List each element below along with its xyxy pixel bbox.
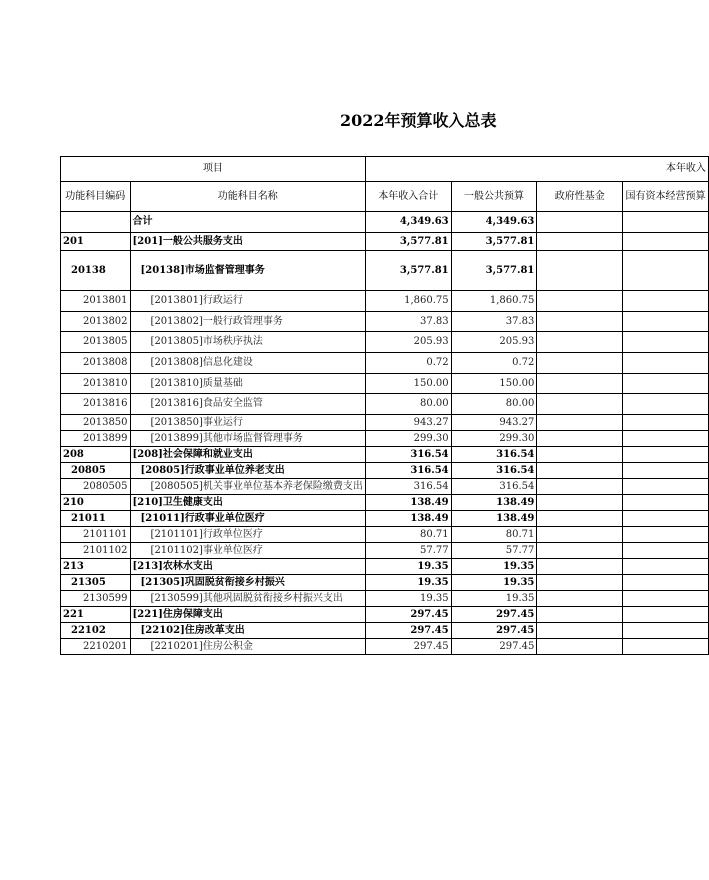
- row-fund: [537, 575, 623, 591]
- row-fund: [537, 447, 623, 463]
- row-name: [2013899]其他市场监督管理事务: [130, 431, 365, 447]
- row-name: [20138]市场监督管理事务: [130, 251, 365, 291]
- row-name: [2210201]住房公积金: [130, 639, 365, 655]
- header-state: 国有资本经营预算: [623, 182, 709, 212]
- total-row: [61, 212, 709, 233]
- row-fund: [537, 353, 623, 374]
- row-state: [623, 527, 709, 543]
- row-fund: [537, 607, 623, 623]
- table-row: [61, 431, 709, 447]
- header-general: 一般公共预算: [451, 182, 537, 212]
- row-code: 2013816: [61, 394, 131, 415]
- row-total: 297.45: [365, 623, 451, 639]
- table-row: [61, 527, 709, 543]
- row-name: [221]住房保障支出: [130, 607, 365, 623]
- row-state: [623, 511, 709, 527]
- budget-table: [60, 156, 709, 655]
- table-row: [61, 495, 709, 511]
- row-code: 2013802: [61, 312, 131, 332]
- row-general: 316.54: [451, 447, 537, 463]
- row-general: 3,577.81: [451, 251, 537, 291]
- row-general: 57.77: [451, 543, 537, 559]
- row-total: 316.54: [365, 479, 451, 495]
- row-name: [213]农林水支出: [130, 559, 365, 575]
- row-total: 138.49: [365, 511, 451, 527]
- row-state: [623, 639, 709, 655]
- row-state: [623, 332, 709, 353]
- row-state: [623, 251, 709, 291]
- row-state: [623, 623, 709, 639]
- row-name: [21011]行政事业单位医疗: [130, 511, 365, 527]
- row-fund: [537, 374, 623, 394]
- row-total: 57.77: [365, 543, 451, 559]
- row-state: [623, 479, 709, 495]
- row-code: 2013850: [61, 415, 131, 431]
- row-state: [623, 353, 709, 374]
- row-fund: [537, 639, 623, 655]
- row-total: 150.00: [365, 374, 451, 394]
- row-state: [623, 415, 709, 431]
- row-code: 2013810: [61, 374, 131, 394]
- row-general: 19.35: [451, 559, 537, 575]
- row-general: 297.45: [451, 607, 537, 623]
- row-name: [2013801]行政运行: [130, 291, 365, 312]
- row-state: [623, 591, 709, 607]
- row-fund: [537, 591, 623, 607]
- row-fund: [537, 463, 623, 479]
- row-fund: [537, 415, 623, 431]
- table-row: [61, 639, 709, 655]
- row-fund: [537, 495, 623, 511]
- total-total: 4,349.63: [365, 212, 451, 233]
- row-name: [21305]巩固脱贫衔接乡村振兴: [130, 575, 365, 591]
- row-code: 2013808: [61, 353, 131, 374]
- row-fund: [537, 394, 623, 415]
- row-total: 297.45: [365, 607, 451, 623]
- row-general: 297.45: [451, 623, 537, 639]
- row-total: 19.35: [365, 591, 451, 607]
- row-state: [623, 431, 709, 447]
- row-total: 943.27: [365, 415, 451, 431]
- table-row: [61, 559, 709, 575]
- table-row: [61, 511, 709, 527]
- table-row: [61, 415, 709, 431]
- row-total: 19.35: [365, 575, 451, 591]
- header-col-row: [61, 182, 709, 212]
- table-row: [61, 447, 709, 463]
- row-code: 20138: [61, 251, 131, 291]
- row-name: [20805]行政事业单位养老支出: [130, 463, 365, 479]
- row-state: [623, 374, 709, 394]
- row-general: 316.54: [451, 479, 537, 495]
- row-code: 2101102: [61, 543, 131, 559]
- row-total: 316.54: [365, 463, 451, 479]
- table-row: [61, 591, 709, 607]
- row-fund: [537, 511, 623, 527]
- row-code: 21305: [61, 575, 131, 591]
- row-total: 1,860.75: [365, 291, 451, 312]
- table-row: [61, 575, 709, 591]
- row-state: [623, 233, 709, 251]
- row-general: 316.54: [451, 463, 537, 479]
- row-code: 210: [61, 495, 131, 511]
- row-name: [208]社会保障和就业支出: [130, 447, 365, 463]
- table-row: [61, 233, 709, 251]
- row-general: 19.35: [451, 575, 537, 591]
- row-code: 2013805: [61, 332, 131, 353]
- row-code: 21011: [61, 511, 131, 527]
- header-code: 功能科目编码: [61, 182, 131, 212]
- total-general: 4,349.63: [451, 212, 537, 233]
- row-fund: [537, 312, 623, 332]
- row-name: [2013850]事业运行: [130, 415, 365, 431]
- header-group-row: [61, 157, 709, 182]
- row-general: 3,577.81: [451, 233, 537, 251]
- row-total: 3,577.81: [365, 251, 451, 291]
- row-name: [2080505]机关事业单位基本养老保险缴费支出: [130, 479, 365, 495]
- table-row: [61, 607, 709, 623]
- header-total: 本年收入合计: [365, 182, 451, 212]
- row-fund: [537, 559, 623, 575]
- row-general: 0.72: [451, 353, 537, 374]
- row-code: 2013801: [61, 291, 131, 312]
- row-code: 2101101: [61, 527, 131, 543]
- row-name: [201]一般公共服务支出: [130, 233, 365, 251]
- row-state: [623, 607, 709, 623]
- row-code: 2210201: [61, 639, 131, 655]
- row-state: [623, 312, 709, 332]
- row-name: [2013805]市场秩序执法: [130, 332, 365, 353]
- row-state: [623, 291, 709, 312]
- page-title: 2022年预算收入总表: [340, 111, 497, 130]
- row-state: [623, 575, 709, 591]
- row-general: 943.27: [451, 415, 537, 431]
- row-fund: [537, 623, 623, 639]
- row-total: 3,577.81: [365, 233, 451, 251]
- row-name: [2130599]其他巩固脱贫衔接乡村振兴支出: [130, 591, 365, 607]
- row-state: [623, 394, 709, 415]
- header-name: 功能科目名称: [130, 182, 365, 212]
- row-code: 2080505: [61, 479, 131, 495]
- row-code: 213: [61, 559, 131, 575]
- row-name: [2013816]食品安全监管: [130, 394, 365, 415]
- row-general: 80.71: [451, 527, 537, 543]
- row-name: [22102]住房改革支出: [130, 623, 365, 639]
- row-general: 1,860.75: [451, 291, 537, 312]
- row-fund: [537, 431, 623, 447]
- row-code: 2130599: [61, 591, 131, 607]
- row-fund: [537, 332, 623, 353]
- row-name: [210]卫生健康支出: [130, 495, 365, 511]
- row-general: 19.35: [451, 591, 537, 607]
- row-fund: [537, 543, 623, 559]
- row-general: 299.30: [451, 431, 537, 447]
- row-code: 2013899: [61, 431, 131, 447]
- row-code: 22102: [61, 623, 131, 639]
- row-code: 20805: [61, 463, 131, 479]
- table-row: [61, 291, 709, 312]
- row-fund: [537, 479, 623, 495]
- table-row: [61, 251, 709, 291]
- row-total: 316.54: [365, 447, 451, 463]
- table-row: [61, 543, 709, 559]
- row-code: 201: [61, 233, 131, 251]
- row-total: 138.49: [365, 495, 451, 511]
- total-state: [623, 212, 709, 233]
- table-row: [61, 623, 709, 639]
- table-row: [61, 332, 709, 353]
- row-name: [2013810]质量基础: [130, 374, 365, 394]
- table-row: [61, 463, 709, 479]
- table-row: [61, 394, 709, 415]
- row-total: 205.93: [365, 332, 451, 353]
- row-general: 205.93: [451, 332, 537, 353]
- row-total: 299.30: [365, 431, 451, 447]
- header-item: 项目: [61, 157, 366, 182]
- total-fund: [537, 212, 623, 233]
- row-general: 37.83: [451, 312, 537, 332]
- row-fund: [537, 291, 623, 312]
- row-state: [623, 447, 709, 463]
- row-state: [623, 463, 709, 479]
- header-fund: 政府性基金: [537, 182, 623, 212]
- row-general: 150.00: [451, 374, 537, 394]
- row-state: [623, 543, 709, 559]
- row-code: 208: [61, 447, 131, 463]
- row-fund: [537, 251, 623, 291]
- row-code: 221: [61, 607, 131, 623]
- row-total: 0.72: [365, 353, 451, 374]
- row-general: 297.45: [451, 639, 537, 655]
- row-total: 80.71: [365, 527, 451, 543]
- row-total: 19.35: [365, 559, 451, 575]
- row-total: 297.45: [365, 639, 451, 655]
- row-general: 138.49: [451, 511, 537, 527]
- row-general: 138.49: [451, 495, 537, 511]
- row-fund: [537, 527, 623, 543]
- row-fund: [537, 233, 623, 251]
- table-row: [61, 312, 709, 332]
- row-name: [2101102]事业单位医疗: [130, 543, 365, 559]
- table-row: [61, 479, 709, 495]
- row-name: [2013808]信息化建设: [130, 353, 365, 374]
- table-row: [61, 353, 709, 374]
- row-state: [623, 495, 709, 511]
- header-income: 本年收入: [365, 157, 708, 182]
- row-state: [623, 559, 709, 575]
- table-row: [61, 374, 709, 394]
- row-name: [2101101]行政单位医疗: [130, 527, 365, 543]
- row-total: 37.83: [365, 312, 451, 332]
- total-name: 合计: [130, 212, 365, 233]
- total-code: [61, 212, 131, 233]
- row-total: 80.00: [365, 394, 451, 415]
- row-general: 80.00: [451, 394, 537, 415]
- row-name: [2013802]一般行政管理事务: [130, 312, 365, 332]
